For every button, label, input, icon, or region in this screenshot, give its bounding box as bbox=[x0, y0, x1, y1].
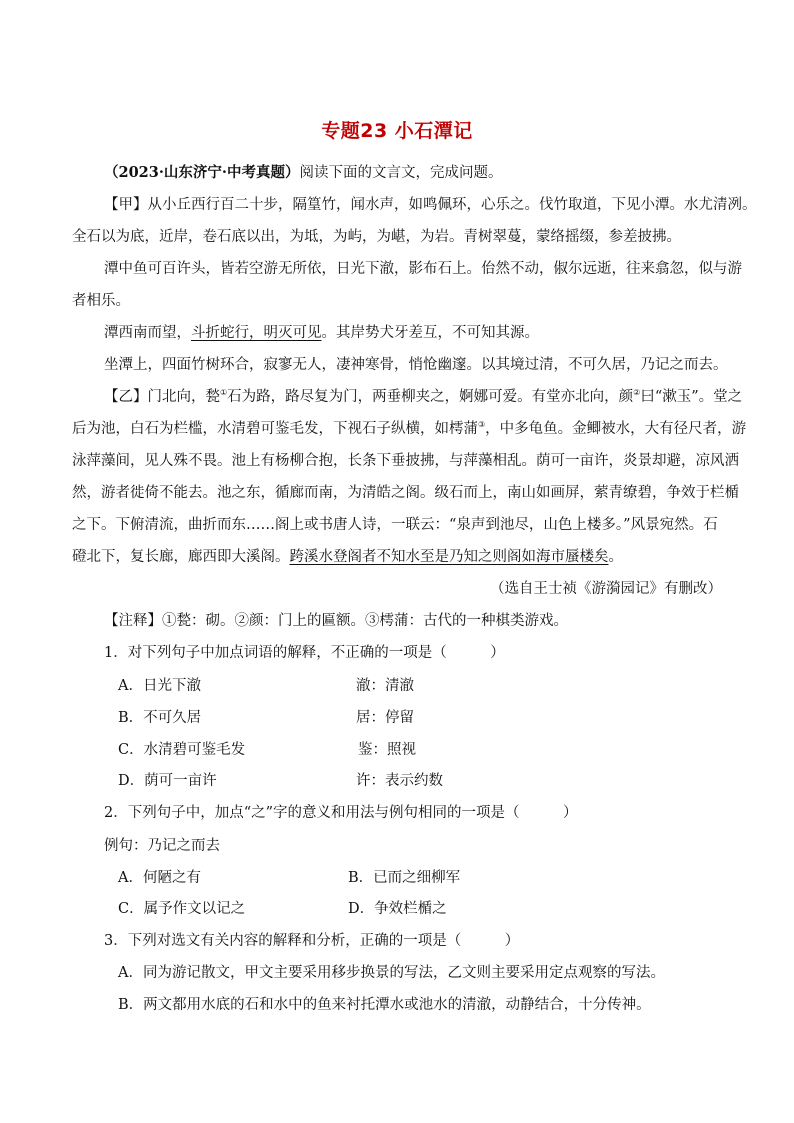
question-3-option-b: B．两文都用水底的石和水中的鱼来衬托潭水或池水的清澈，动静结合，十分传神。 bbox=[118, 997, 651, 1013]
passage-yi-line-4: 然，游者徙倚不能去。池之东，循廊而南，为清皓之阁。级石而上，南山如画屏，萦青缭碧，争效于栏楯 bbox=[72, 485, 739, 501]
passage-yi-label: 【乙】 bbox=[104, 389, 148, 405]
question-1-option-b-gloss: 居：停留 bbox=[356, 710, 414, 726]
passage-jia-line-2: 全石以为底，近岸，卷石底以出，为坻，为屿，为嵁，为岩。青树翠蔓，蒙络摇缀，参差披拂。 bbox=[72, 229, 681, 245]
question-1-option-c-gloss: 鉴：照视 bbox=[358, 742, 416, 758]
question-2-option-b: B．已而之细柳军 bbox=[348, 870, 461, 886]
question-3-option-a: A．同为游记散文，甲文主要采用移步换景的写法，乙文则主要采用定点观察的写法。 bbox=[118, 965, 665, 981]
question-2-stem: 2．下列句子中，加点“之”字的意义和用法与例句相同的一项是（ ） bbox=[104, 805, 578, 821]
passage-jia-text-5b: 。其岸势犬牙差互，不可知其源。 bbox=[321, 325, 539, 341]
question-2-option-d: D．争效栏楯之 bbox=[348, 901, 447, 917]
question-source: （2023·山东济宁·中考真题） bbox=[104, 164, 300, 181]
question-2-option-c: C．属予作文以记之 bbox=[118, 901, 246, 917]
passage-yi-text-1c: 曰“漱玉”。堂之 bbox=[640, 389, 743, 405]
question-2-option-a: A．何陋之有 bbox=[118, 870, 201, 886]
intro-line bbox=[104, 163, 502, 183]
question-1-option-d: D．荫可一亩许 bbox=[118, 773, 217, 789]
annotations bbox=[104, 611, 568, 631]
passage-yi-line-5: 之下。下俯清流，曲折而东……阁上或书唐人诗，一联云：“泉声到池尽，山色上楼多。”风景宛然。石 bbox=[72, 517, 718, 533]
passage-jia-text-1: 从小丘西行百二十步，隔篁竹，闻水声，如鸣佩环，心乐之。伐竹取道，下见小潭。水尤清冽。 bbox=[147, 197, 757, 213]
passage-jia-line-1 bbox=[104, 195, 757, 215]
note-marker-3: ③ bbox=[478, 420, 486, 430]
question-3-stem: 3．下列对选文有关内容的解释和分析，正确的一项是（ ） bbox=[104, 933, 520, 949]
passage-jia-line-5 bbox=[104, 323, 539, 343]
passage-yi-text-6b: 。 bbox=[608, 549, 623, 565]
question-1-option-a-gloss: 澈：清澈 bbox=[356, 678, 414, 694]
passage-jia-line-4: 者相乐。 bbox=[72, 293, 130, 309]
question-1-option-c: C．水清碧可鉴毛发 bbox=[118, 742, 246, 758]
passage-jia-line-6: 坐潭上，四面竹树环合，寂寥无人，凄神寒骨，悄怆幽邃。以其境过清，不可久居，乃记之而去。 bbox=[104, 357, 728, 373]
instruction: 阅读下面的文言文，完成问题。 bbox=[299, 165, 503, 181]
passage-yi-text-6a: 磴北下，复长廊，廊西即大溪阁。 bbox=[72, 549, 290, 565]
passage-jia-line-3: 潭中鱼可百许头，皆若空游无所依，日光下澈，影布石上。佁然不动，俶尔远逝，往来翕忽，似与游 bbox=[104, 261, 742, 277]
underlined-sentence: 跨溪水登阁者不知水至是乃知之则阁如海市蜃楼矣 bbox=[289, 549, 609, 565]
passage-yi-text-1b: 石为路，路尽复为门，两垂柳夹之，婀娜可爱。有堂亦北向，颜 bbox=[227, 389, 634, 405]
question-1-option-a: A．日光下澈 bbox=[118, 678, 201, 694]
question-2-example: 例句：乃记之而去 bbox=[104, 838, 220, 854]
passage-yi-line-2 bbox=[72, 419, 746, 439]
passage-yi-text-2a: 后为池，白石为栏槛，水清碧可鉴毛发，下视石子纵横，如樗蒲 bbox=[72, 421, 478, 437]
question-1-option-b: B．不可久居 bbox=[118, 710, 202, 726]
passage-yi-line-1 bbox=[104, 387, 742, 407]
question-1-option-d-gloss: 许：表示约数 bbox=[356, 773, 443, 789]
passage-yi-text-2b: ，中多龟鱼。金鲫被水，大有径尺者，游 bbox=[485, 421, 747, 437]
passage-jia-text-5a: 潭西南而望， bbox=[104, 325, 191, 341]
passage-source: （选自王士祯《游漪园记》有删改） bbox=[490, 581, 722, 597]
annotations-label: 【注释】 bbox=[104, 613, 162, 629]
annotations-text: ①甃：砌。②颜：门上的匾额。③樗蒲：古代的一种棋类游戏。 bbox=[162, 613, 568, 629]
question-1-stem: 1．对下列句子中加点词语的解释，不正确的一项是（ ） bbox=[104, 645, 505, 661]
note-marker-1: ① bbox=[220, 388, 228, 398]
note-marker-2: ② bbox=[633, 388, 641, 398]
passage-yi-line-6 bbox=[72, 547, 623, 567]
passage-jia-label: 【甲】 bbox=[104, 197, 148, 213]
passage-yi-line-3: 泳萍藻间，见人殊不畏。池上有杨柳合抱，长条下垂披拂，与萍藻相乱。荫可一亩许，炎景却避，凉风洒 bbox=[72, 453, 739, 469]
passage-yi-text-1a: 门北向，甃 bbox=[147, 389, 220, 405]
page-title: 专题23 小石潭记 bbox=[321, 120, 473, 142]
underlined-sentence: 斗折蛇行，明灭可见 bbox=[191, 325, 322, 341]
